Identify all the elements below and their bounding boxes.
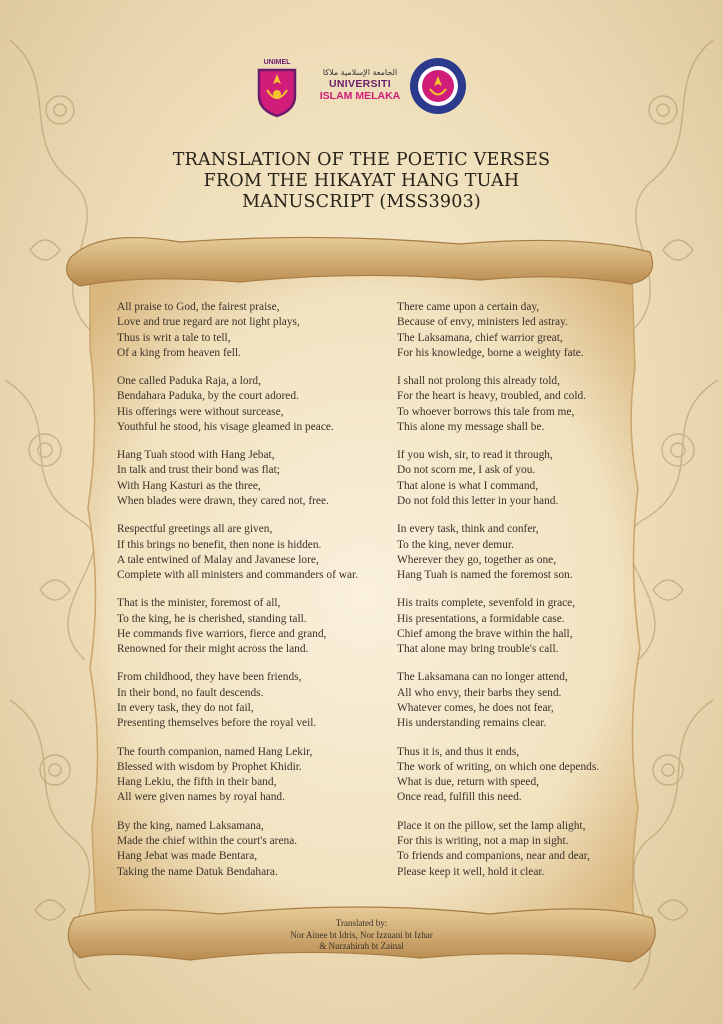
verse-line: His presentations, a formidable case.	[397, 612, 565, 625]
verse-line: That alone is what I command,	[397, 479, 539, 492]
verse-line: All who envy, their barbs they send.	[397, 686, 562, 699]
verse-line: To friends and companions, near and dear,	[397, 850, 590, 863]
verse-line: Chief among the brave within the hall,	[397, 627, 573, 640]
stanza	[117, 300, 397, 374]
stanza	[397, 374, 632, 448]
verse-line: The Laksamana, chief warrior great,	[397, 331, 563, 344]
stanza	[397, 670, 632, 744]
stanza	[117, 448, 397, 522]
stanza	[397, 596, 632, 670]
verse-line: Once read, fulfill this need.	[397, 791, 522, 804]
verse-line: Love and true regard are not light plays,	[117, 316, 300, 329]
verse-line: If this brings no benefit, then none is hidden.	[117, 538, 322, 551]
page-title	[0, 150, 723, 213]
verse-line: Hang Lekiu, the fifth in their band,	[117, 776, 277, 789]
credits-names-1: Nor Ainee bt Idris, Nor Izzuani bt Izhar	[290, 929, 433, 940]
verse-line: In their bond, no fault descends.	[117, 686, 264, 699]
title-line-1: TRANSLATION OF THE POETIC VERSES	[172, 150, 551, 170]
verse-line: The work of writing, on which one depends.	[397, 760, 600, 773]
stanza	[117, 522, 397, 596]
verse-line: For the heart is heavy, troubled, and cold.	[397, 390, 587, 403]
verse-line: For his knowledge, borne a weighty fate.	[397, 346, 584, 359]
verse-line: Presenting themselves before the royal veil.	[117, 717, 317, 730]
institute-seal-logo	[408, 56, 468, 116]
verse-line: Please keep it well, hold it clear.	[397, 865, 545, 878]
verse-line: If you wish, sir, to read it through,	[397, 449, 553, 462]
verse-line: His traits complete, sevenfold in grace,	[397, 597, 576, 610]
verse-line: Whatever comes, he does not fear,	[397, 702, 554, 715]
poem-right-column	[397, 300, 632, 893]
verse-line: Of a king from heaven fell.	[117, 346, 241, 359]
arabic-name: الجامعة الإسلامية ملاكا	[322, 68, 398, 77]
stanza	[117, 745, 397, 819]
verse-line: Made the chief within the court's arena.	[117, 834, 298, 847]
verse-line: This alone my message shall be.	[397, 420, 545, 433]
poem-left-column	[117, 300, 397, 893]
verse-line: In every task, they do not fail,	[117, 702, 254, 715]
verse-line: He commands five warriors, fierce and grand,	[117, 627, 327, 640]
verse-line: His offerings were without surcease,	[117, 405, 284, 418]
verse-line: When blades were drawn, they cared not, free.	[117, 495, 329, 508]
verse-line: Thus it is, and thus it ends,	[397, 745, 520, 758]
verse-line: Wherever they go, together as one,	[397, 553, 557, 566]
verse-line: That alone may bring trouble's call.	[397, 643, 559, 656]
stanza	[117, 374, 397, 448]
verse-line: Complete with all ministers and commanders of war.	[117, 569, 359, 582]
university-name: ISLAM MELAKA	[319, 90, 401, 102]
verse-line: Renowned for their might across the land.	[117, 643, 309, 656]
verse-line: Hang Tuah is named the foremost son.	[397, 569, 573, 582]
verse-line: With Hang Kasturi as the three,	[117, 479, 261, 492]
verse-line: Do not scorn me, I ask of you.	[397, 464, 536, 477]
stanza	[397, 300, 632, 374]
verse-line: All praise to God, the fairest praise,	[117, 301, 280, 313]
verse-line: Hang Tuah stood with Hang Jebat,	[117, 449, 275, 462]
credits-names-2: & Nurzahirah bt Zainal	[319, 941, 404, 951]
university-wordmark	[315, 68, 405, 102]
verse-line: All were given names by royal hand.	[117, 791, 285, 804]
verse-line: His understanding remains clear.	[397, 717, 547, 730]
verse-line: There came upon a certain day,	[397, 301, 540, 313]
verse-line: Blessed with wisdom by Prophet Khidir.	[117, 760, 302, 773]
verse-line: Place it on the pillow, set the lamp alight,	[397, 819, 586, 832]
verse-line: A tale entwined of Malay and Javanese lore,	[117, 553, 319, 566]
unimel-label: UNIMEL	[263, 59, 291, 66]
verse-line: In talk and trust their bond was flat;	[117, 464, 280, 477]
stanza	[397, 819, 632, 893]
translator-credits	[0, 918, 723, 953]
stanza	[117, 670, 397, 744]
verse-line: Youthful he stood, his visage gleamed in peace.	[117, 420, 334, 433]
stanza	[117, 819, 397, 893]
title-line-3: MANUSCRIPT (MSS3903)	[242, 192, 481, 212]
verse-line: From childhood, they have been friends,	[117, 671, 302, 684]
verse-line: To the king, he is cherished, standing tall.	[117, 612, 307, 625]
verse-line: The Laksamana can no longer attend,	[397, 671, 568, 684]
stanza	[397, 745, 632, 819]
verse-line: Taking the name Datuk Bendahara.	[117, 865, 278, 878]
verse-line: Respectful greetings all are given,	[117, 523, 273, 536]
university-label: UNIVERSITI	[329, 78, 391, 90]
verse-line: I shall not prolong this already told,	[397, 375, 560, 388]
logo-bar	[0, 56, 723, 116]
verse-line: Because of envy, ministers led astray.	[397, 316, 568, 329]
credits-label: Translated by:	[335, 918, 388, 928]
verse-line: The fourth companion, named Hang Lekir,	[117, 745, 313, 758]
verse-line: Hang Jebat was made Bentara,	[117, 850, 258, 863]
title-line-2: FROM THE HIKAYAT HANG TUAH	[203, 171, 520, 191]
verse-line: What is due, return with speed,	[397, 776, 540, 789]
verse-line: In every task, think and confer,	[397, 523, 539, 536]
verse-line: That is the minister, foremost of all,	[117, 597, 281, 610]
verse-line: Bendahara Paduka, by the court adored.	[117, 390, 299, 403]
verse-line: For this is writing, not a map in sight.	[397, 834, 569, 847]
verse-line: By the king, named Laksamana,	[117, 819, 264, 832]
verse-line: To the king, never demur.	[397, 538, 514, 551]
verse-line: Do not fold this letter in your hand.	[397, 495, 559, 508]
stanza	[117, 596, 397, 670]
unimel-crest-logo	[255, 56, 299, 118]
stanza	[397, 448, 632, 522]
verse-line: Thus is writ a tale to tell,	[117, 331, 231, 344]
verse-line: To whoever borrows this tale from me,	[397, 405, 575, 418]
stanza	[397, 522, 632, 596]
verse-line: One called Paduka Raja, a lord,	[117, 375, 261, 388]
